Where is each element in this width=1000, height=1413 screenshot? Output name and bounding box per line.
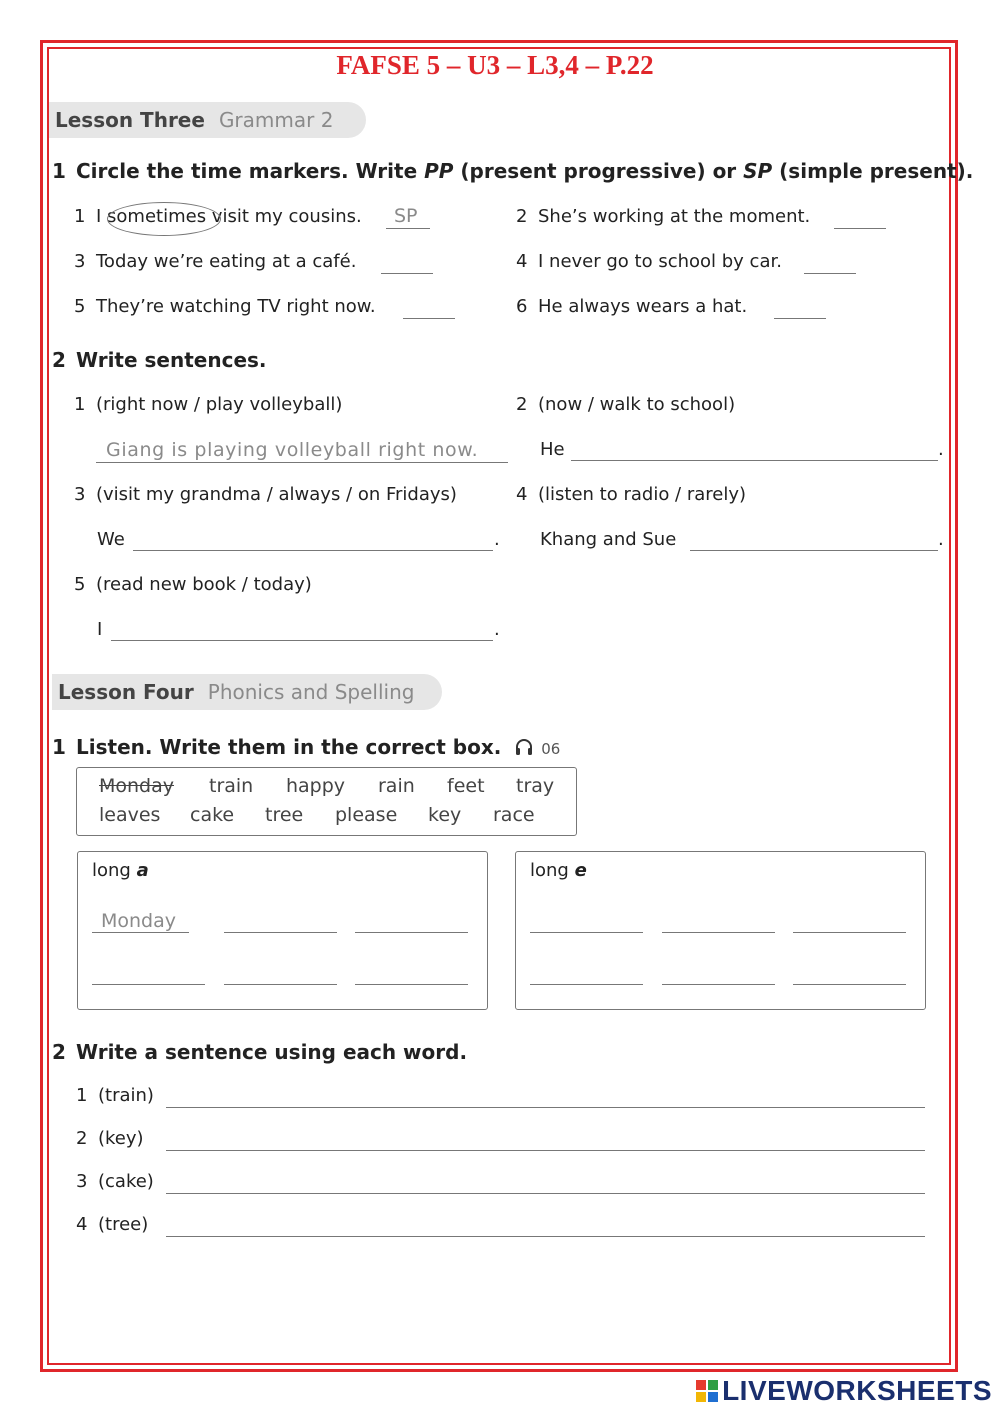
long-e-blank[interactable] <box>530 932 643 933</box>
instruction-text: Write sentences. <box>76 348 267 372</box>
long-e-blank[interactable] <box>793 984 906 985</box>
exercise-number: 1 <box>52 159 66 183</box>
sp-label: SP <box>743 159 773 183</box>
item-number: 2 <box>516 394 528 415</box>
circled-time-marker: sometimes <box>107 206 207 227</box>
sentence-line-4[interactable] <box>166 1236 925 1237</box>
ex1-item-2 <box>516 206 810 227</box>
l4-ex2-item-4 <box>76 1214 148 1235</box>
ex2-answer-2-line[interactable] <box>571 460 938 461</box>
ex2-example-answer: Giang is playing volleyball right now. <box>106 439 479 461</box>
word-bank-row-2 <box>0 804 1000 828</box>
lesson4-exercise-1-instruction <box>52 735 560 762</box>
instruction-text: (present progressive) or <box>453 159 744 183</box>
long-e-blank[interactable] <box>530 984 643 985</box>
l4-ex2-item-3 <box>76 1171 154 1192</box>
sentence-line-1[interactable] <box>166 1107 925 1108</box>
answer-line <box>386 228 430 229</box>
exercise-1-instruction <box>52 159 973 183</box>
ex2-answer-4-line[interactable] <box>690 550 938 551</box>
logo-text: LIVEWORKSHEETS <box>722 1375 992 1406</box>
ex1-answer-4-line[interactable] <box>804 273 856 274</box>
word: leaves <box>99 804 161 826</box>
sentence-period: . <box>494 529 500 550</box>
item-number: 4 <box>516 251 528 272</box>
instruction-text: Listen. Write them in the correct box. <box>76 735 502 759</box>
instruction-text: (simple present). <box>772 159 974 183</box>
ex1-answer-6-line[interactable] <box>774 318 826 319</box>
page-title: FAFSE 5 – U3 – L3,4 – P.22 <box>336 50 654 80</box>
word: happy <box>286 775 346 797</box>
answer-line <box>92 932 189 933</box>
long-e-blank[interactable] <box>662 984 775 985</box>
sentence-line-3[interactable] <box>166 1193 925 1194</box>
long-a-blank[interactable] <box>224 932 337 933</box>
item-number: 5 <box>74 296 86 317</box>
item-text: They’re watching TV right now. <box>96 296 376 317</box>
sentence-period: . <box>938 439 944 460</box>
lesson-four-title: Lesson Four <box>58 680 194 704</box>
ex1-item-3 <box>74 251 356 272</box>
l4-ex2-item-1 <box>76 1085 154 1106</box>
sentence-period: . <box>494 619 500 640</box>
exercise-2-instruction <box>52 348 267 372</box>
item-number: 1 <box>74 394 86 415</box>
exercise-number: 1 <box>52 735 66 759</box>
pp-label: PP <box>424 159 454 183</box>
item-text: Today we’re eating at a café. <box>96 251 357 272</box>
long-e-blank[interactable] <box>662 932 775 933</box>
prompt-text: (right now / play volleyball) <box>96 394 343 415</box>
ex1-answer-2-line[interactable] <box>834 228 886 229</box>
ex1-item-4 <box>516 251 782 272</box>
ex2-item-4-prompt <box>516 484 746 505</box>
prompt-text: (listen to radio / rarely) <box>538 484 747 505</box>
ex1-item-6 <box>516 296 747 317</box>
ex2-item-5-prompt <box>74 574 312 595</box>
ex1-item-5 <box>74 296 376 317</box>
exercise-number: 2 <box>52 1040 66 1064</box>
long-a-blank[interactable] <box>92 984 205 985</box>
word: tree <box>265 804 304 826</box>
ex2-item-3-start: We <box>97 529 125 550</box>
long-a-blank[interactable] <box>355 932 468 933</box>
exercise-number: 2 <box>52 348 66 372</box>
ex2-item-2-prompt <box>516 394 735 415</box>
word: cake <box>190 804 235 826</box>
liveworksheets-logo-icon <box>696 1380 718 1402</box>
word: race <box>493 804 535 826</box>
item-number: 1 <box>74 206 86 227</box>
instruction-text: Write a sentence using each word. <box>76 1040 468 1064</box>
item-number: 4 <box>76 1214 88 1235</box>
item-number: 3 <box>76 1171 88 1192</box>
word-bank-row-1 <box>0 775 1000 799</box>
ex2-answer-5-line[interactable] <box>111 640 493 641</box>
label-letter: e <box>574 860 587 881</box>
word: train <box>209 775 254 797</box>
word-crossed: Monday <box>99 775 175 797</box>
long-a-blank[interactable] <box>224 984 337 985</box>
l4-ex2-item-2 <box>76 1128 144 1149</box>
item-number: 3 <box>74 251 86 272</box>
lesson-four-subtitle: Phonics and Spelling <box>207 680 415 704</box>
track-number: 06 <box>541 740 561 758</box>
item-text: She’s working at the moment. <box>538 206 811 227</box>
word: key <box>428 804 462 826</box>
ex2-item-1-prompt <box>74 394 342 415</box>
ex2-item-5-start: I <box>97 619 103 640</box>
word: rain <box>378 775 415 797</box>
item-number: 3 <box>74 484 86 505</box>
item-word: (tree) <box>98 1214 149 1235</box>
label-text: long <box>92 860 137 881</box>
prompt-text: (visit my grandma / always / on Fridays) <box>96 484 457 505</box>
long-e-blank[interactable] <box>793 932 906 933</box>
headphones-icon[interactable] <box>514 737 534 762</box>
long-a-example: Monday <box>101 910 177 932</box>
lesson-three-banner <box>49 102 366 138</box>
ex2-item-3-prompt <box>74 484 457 505</box>
ex2-answer-3-line[interactable] <box>133 550 493 551</box>
answer-line <box>96 462 508 463</box>
long-a-label <box>92 860 149 881</box>
instruction-text: Circle the time markers. Write <box>76 159 425 183</box>
item-word: (key) <box>98 1128 144 1149</box>
item-number: 4 <box>516 484 528 505</box>
ex2-item-2-start: He <box>540 439 565 460</box>
ex1-answer-1[interactable]: SP <box>394 205 418 227</box>
word: please <box>335 804 398 826</box>
item-text: He always wears a hat. <box>538 296 748 317</box>
item-number: 2 <box>516 206 528 227</box>
item-text: I <box>96 206 108 227</box>
lesson4-exercise-2-instruction <box>52 1040 467 1064</box>
lesson-three-subtitle: Grammar 2 <box>218 108 334 132</box>
item-number: 1 <box>76 1085 88 1106</box>
lesson-three-title: Lesson Three <box>55 108 205 132</box>
liveworksheets-logo <box>696 1375 992 1407</box>
time-marker-circle <box>107 202 221 236</box>
prompt-text: (read new book / today) <box>96 574 312 595</box>
label-letter: a <box>136 860 149 881</box>
long-e-label <box>530 860 587 881</box>
item-word: (cake) <box>98 1171 154 1192</box>
item-number: 6 <box>516 296 528 317</box>
prompt-text: (now / walk to school) <box>538 394 736 415</box>
item-number: 2 <box>76 1128 88 1149</box>
ex1-answer-3-line[interactable] <box>381 273 433 274</box>
item-text: visit my cousins. <box>206 206 362 227</box>
sentence-period: . <box>938 529 944 550</box>
ex1-answer-5-line[interactable] <box>403 318 455 319</box>
item-number: 5 <box>74 574 86 595</box>
item-word: (train) <box>98 1085 154 1106</box>
item-text: I never go to school by car. <box>538 251 782 272</box>
lesson-four-banner <box>52 674 442 710</box>
ex2-item-4-start: Khang and Sue <box>540 529 677 550</box>
word: tray <box>516 775 555 797</box>
long-a-blank[interactable] <box>355 984 468 985</box>
label-text: long <box>530 860 575 881</box>
sentence-line-2[interactable] <box>166 1150 925 1151</box>
word: feet <box>447 775 485 797</box>
